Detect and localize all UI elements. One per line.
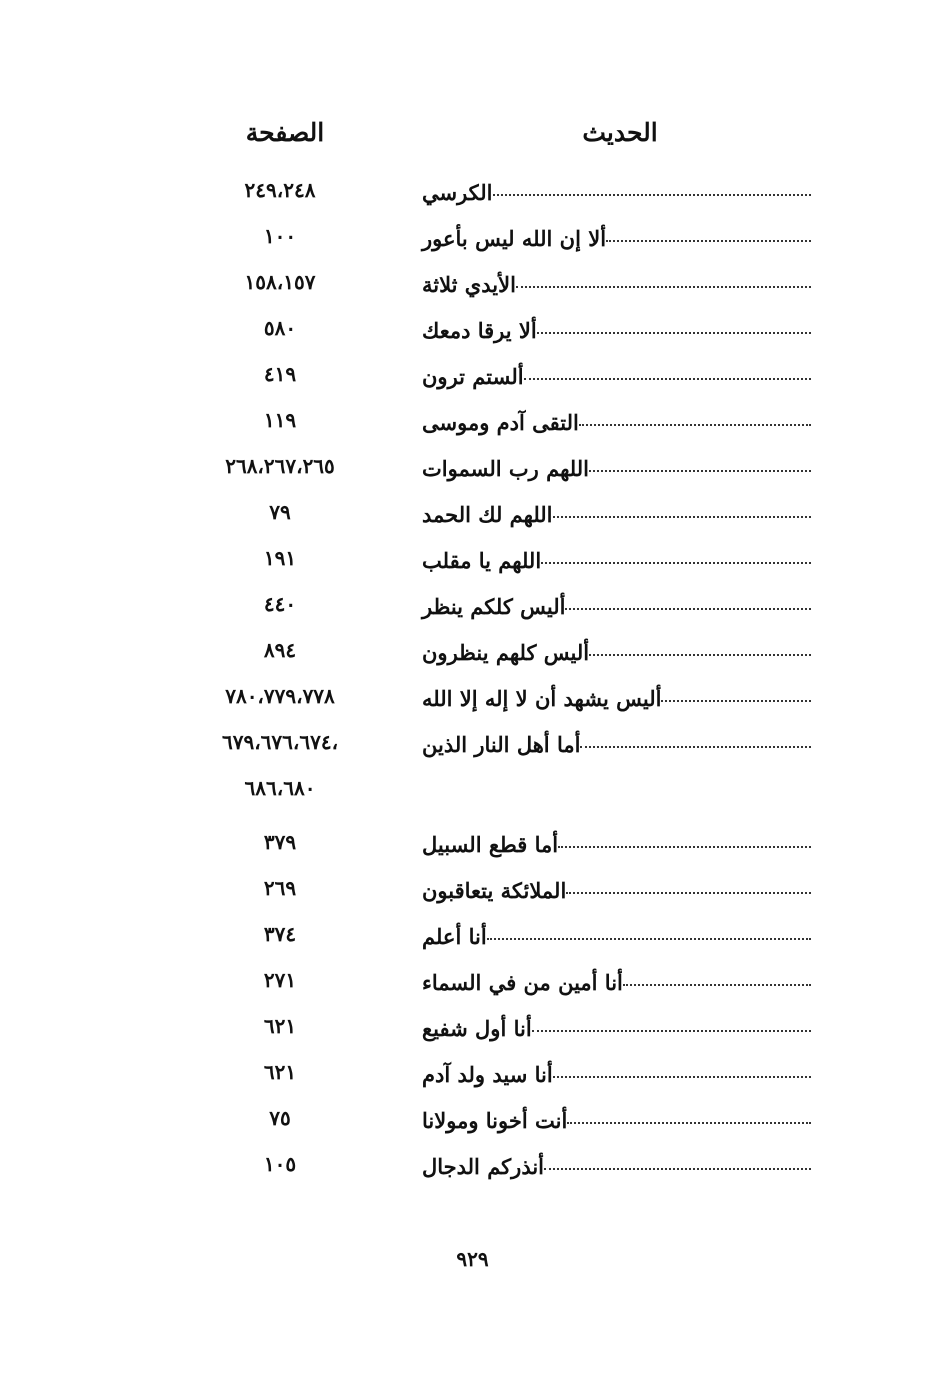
index-entry [422,878,817,903]
hadith-title: أما قطع السبيل [422,832,559,857]
dot-leader [537,331,811,334]
dot-leader [623,983,811,986]
index-entry [422,970,817,995]
page-references: ٢٤٩،٢٤٨ [244,178,316,202]
index-entry [422,502,817,527]
index-row [0,1010,945,1056]
dot-leader [579,423,811,426]
hadith-title: الملائكة يتعاقبون [422,878,567,903]
index-row [0,220,945,266]
index-row [0,726,945,772]
page-references: ٧٩ [269,500,291,524]
hadith-title: الأيدي ثلاثة [422,272,516,297]
page-column-title: الصفحة [245,118,325,147]
page-references: ،٦٧٩،٦٧٦،٦٧٤ [221,730,339,754]
dot-leader [532,1029,811,1032]
page-references: ١٠٠ [263,224,297,248]
page-references: ٦٨٦،٦٨٠ [244,776,316,800]
page-references: ٢٦٨،٢٦٧،٢٦٥ [225,454,335,478]
hadith-title: اللهم يا مقلب [422,548,542,573]
page-references: ١٥٨،١٥٧ [244,270,316,294]
page-references: ٦٢١ [263,1014,297,1038]
index-row [0,918,945,964]
page-number: ٩٢٩ [456,1247,489,1271]
page-references: ٤١٩ [263,362,297,386]
page-references: ٢٧١ [263,968,297,992]
index-entry [422,456,817,481]
index-entry [422,732,817,757]
index-row [0,634,945,680]
hadith-title: ألا إن الله ليس بأعور [422,226,607,251]
dot-leader [606,239,811,242]
index-row [0,772,945,818]
index-entry [422,318,817,343]
page-references: ١١٩ [263,408,297,432]
hadith-title: أنا أمين من في السماء [422,970,623,995]
page-references: ٤٤٠ [263,592,297,616]
dot-leader [566,891,811,894]
index-row [0,404,945,450]
index-entry [422,832,817,857]
dot-leader [544,1167,811,1170]
page-references: ٦٢١ [263,1060,297,1084]
hadith-column-title: الحديث [582,118,658,147]
index-entry [422,272,817,297]
dot-leader [565,607,811,610]
page-references: ١٩١ [263,546,297,570]
index-entry [422,410,817,435]
index-entry [422,1108,817,1133]
index-entry [422,686,817,711]
index-row [0,826,945,872]
index-entry [422,364,817,389]
hadith-title: ألا يرقا دمعك [422,318,537,343]
page-references: ٧٨٠،٧٧٩،٧٧٨ [225,684,335,708]
index-row [0,542,945,588]
hadith-title: ألستم ترون [422,364,524,389]
index-row [0,588,945,634]
dot-leader [541,561,811,564]
hadith-title: أنت أخونا ومولانا [422,1108,568,1133]
page-references: ٧٥ [269,1106,291,1130]
index-row [0,496,945,542]
dot-leader [558,845,811,848]
index-entry [422,548,817,573]
index-row [0,964,945,1010]
index-row [0,1056,945,1102]
index-row [0,450,945,496]
index-entry [422,1154,817,1179]
index-row [0,1148,945,1194]
index-entry [422,594,817,619]
hadith-title: أنذركم الدجال [422,1154,545,1179]
index-row [0,312,945,358]
dot-leader [589,653,811,656]
index-row [0,358,945,404]
dot-leader [487,937,811,940]
page-references: ٣٧٩ [263,830,297,854]
index-header [0,118,945,158]
hadith-title: أليس يشهد أن لا إله إلا الله [422,686,662,711]
page-references: ٣٧٤ [263,922,297,946]
page-references: ٢٦٩ [263,876,297,900]
index-row [0,872,945,918]
hadith-title: أليس كلكم ينظر [422,594,566,619]
index-row [0,266,945,312]
dot-leader [589,469,811,472]
hadith-title: التقى آدم وموسى [422,410,579,435]
hadith-title: الكرسي [422,180,493,205]
hadith-title: اللهم لك الحمد [422,502,553,527]
hadith-title: أنا أول شفيع [422,1016,532,1041]
index-entry [422,226,817,251]
dot-leader [661,699,811,702]
page-references: ٨٩٤ [263,638,297,662]
dot-leader [493,193,811,196]
hadith-title: أما أهل النار الذين [422,732,581,757]
hadith-title: أنا سيد ولد آدم [422,1062,553,1087]
hadith-title: أليس كلهم ينظرون [422,640,590,665]
index-row [0,174,945,220]
hadith-title: أنا أعلم [422,924,487,949]
index-entry [422,640,817,665]
index-list [0,174,945,1194]
index-entry [422,1062,817,1087]
dot-leader [516,285,811,288]
index-row [0,680,945,726]
index-entry [422,924,817,949]
dot-leader [553,515,811,518]
dot-leader [567,1121,811,1124]
index-entry [422,180,817,205]
index-row [0,1102,945,1148]
dot-leader [580,745,811,748]
dot-leader [553,1075,811,1078]
hadith-title: اللهم رب السموات [422,456,589,481]
page-references: ٥٨٠ [263,316,297,340]
dot-leader [524,377,811,380]
page-references: ١٠٥ [263,1152,297,1176]
index-entry [422,1016,817,1041]
